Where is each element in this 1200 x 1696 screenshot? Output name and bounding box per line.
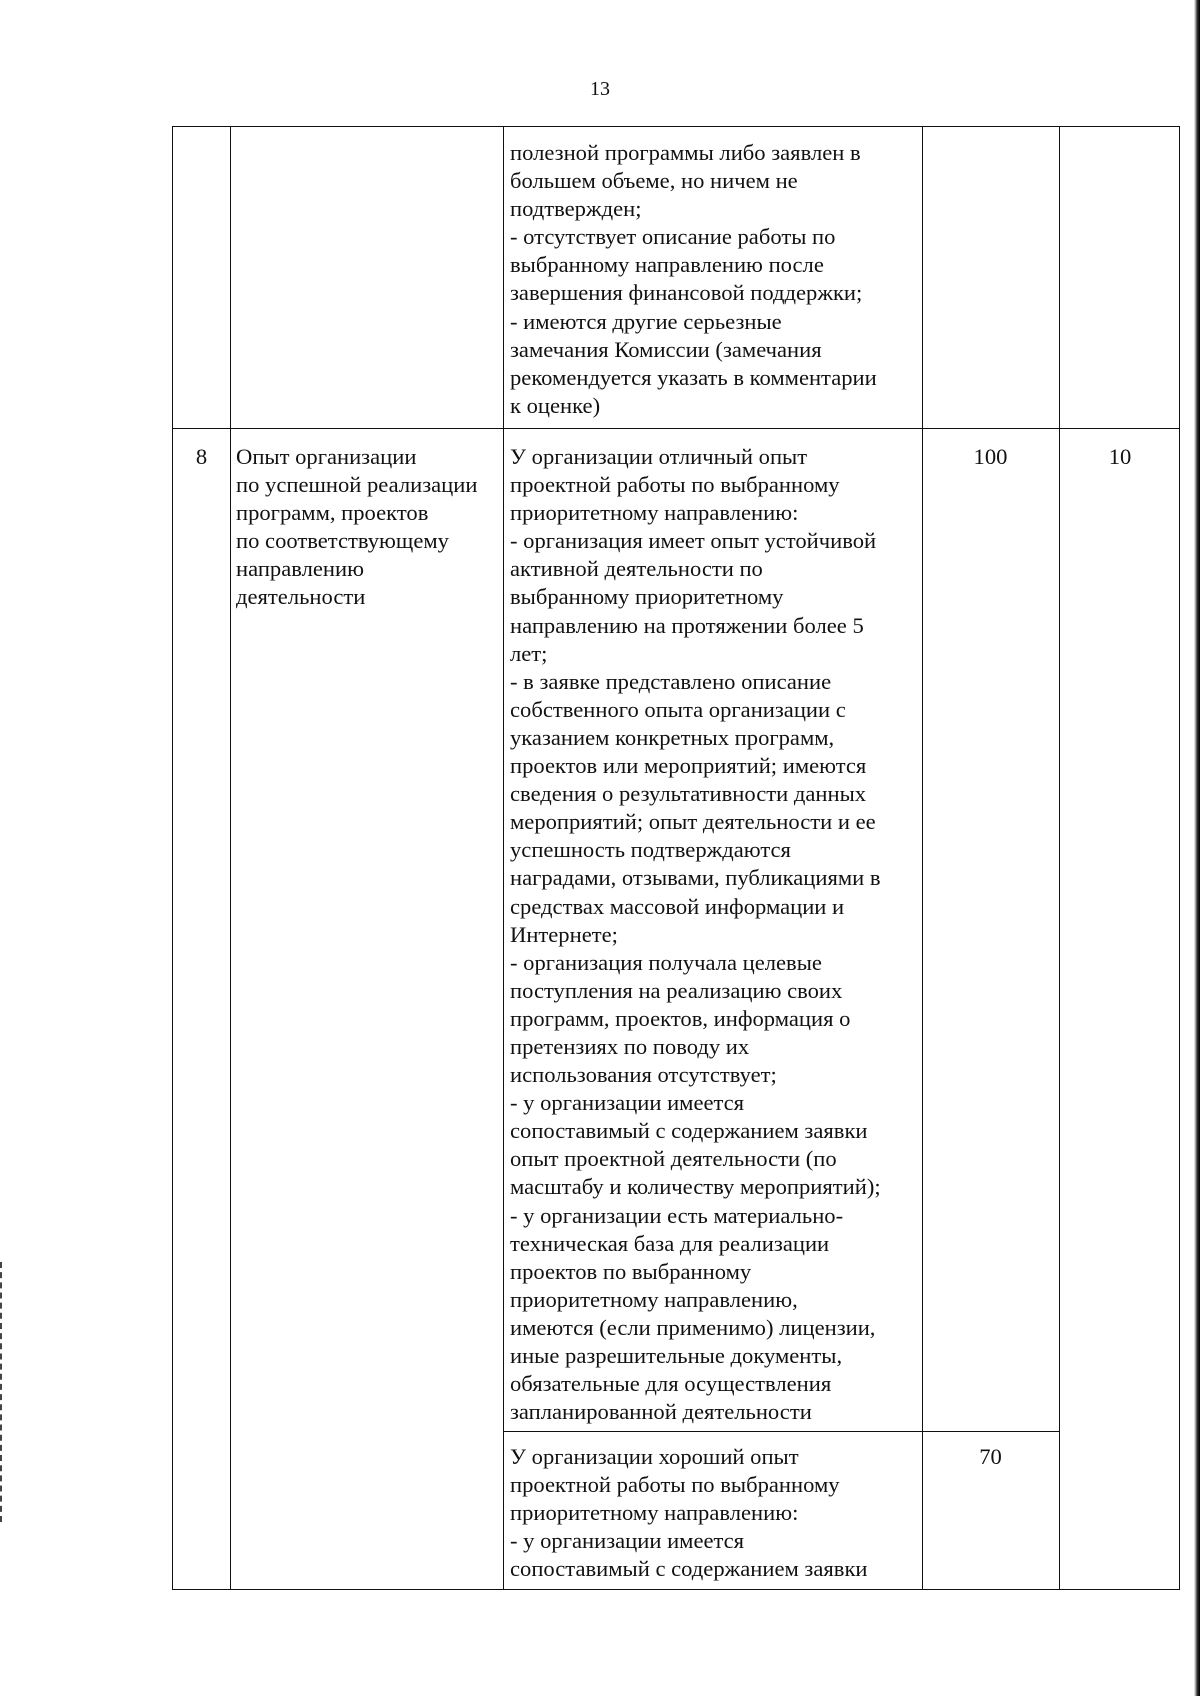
- good-score: 70: [979, 1444, 1002, 1469]
- row-divider: [503, 1431, 1059, 1432]
- row-number: 8: [195, 444, 208, 469]
- col-divider: [922, 127, 923, 1589]
- criteria-table: [172, 126, 1180, 1590]
- good-description: У организации хороший опыт проектной работы по выбранному приоритетному направлению: - у организации имеется сопоставимый с содержанием заявки: [510, 1444, 868, 1582]
- col-divider: [503, 127, 504, 1589]
- criterion-name: Опыт организации по успешной реализации программ, проектов по соответствующему направлению деятельности: [236, 444, 478, 610]
- criterion-weight: 10: [1108, 444, 1132, 469]
- excellent-description: У организации отличный опыт проектной работы по выбранному приоритетному направлению: - организация имеет опыт устойчивой активной деятельности по выбранному приоритетному направлению на протяжении более 5 лет; - в заявке представлено описание собственного опыта организации с указанием конкретных программ, проектов или мероприятий; имеются сведения о результативности данных мероприятий; опыт деятельности и ее успешность подтверждаются наградами, отзывами, публикациями в средствах массовой информации и Интернете; - организация получала целевые поступления на реализацию своих программ, проектов, информация о претензиях по поводу их использования отсутствует; - у организации имеется сопоставимый с содержанием заявки опыт проектной деятельности (по масштабу и количеству мероприятий); - у организации есть материально- техническая база для реализации проектов по выбранному приоритетному направлению, имеются (если применимо) лицензии, иные разрешительные документы, обязательные для осуществления запланированной деятельности: [510, 444, 881, 1425]
- col-divider: [230, 127, 231, 1589]
- continued-description: полезной программы либо заявлен в большем объеме, но ничем не подтвержден; - отсутствует описание работы по выбранному направлению после завершения финансовой поддержки; - имеются другие серьезные замечания Комиссии (замечания рекомендуется указать в комментарии к оценке): [510, 140, 877, 418]
- scan-edge: [1194, 0, 1200, 1696]
- excellent-score: 100: [973, 444, 1008, 469]
- row-divider: [173, 428, 1179, 429]
- col-divider: [1059, 127, 1060, 1589]
- page-number: 13: [590, 78, 610, 100]
- scan-edge-marks: [0, 1262, 5, 1522]
